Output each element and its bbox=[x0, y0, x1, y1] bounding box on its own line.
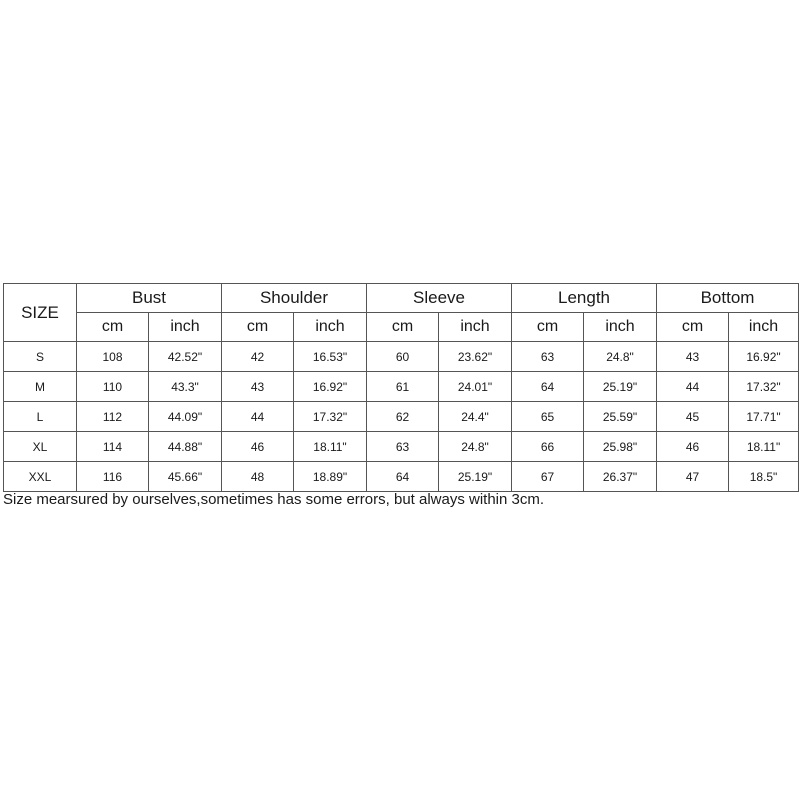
cm-value-cell: 63 bbox=[367, 432, 439, 462]
group-header-length: Length bbox=[512, 284, 657, 313]
cm-value-cell: 60 bbox=[367, 342, 439, 372]
size-column-header: SIZE bbox=[4, 284, 77, 342]
cm-value-cell: 63 bbox=[512, 342, 584, 372]
inch-value-cell: 25.19" bbox=[439, 462, 512, 492]
unit-header-cm: cm bbox=[512, 313, 584, 342]
cm-value-cell: 114 bbox=[77, 432, 149, 462]
cm-value-cell: 67 bbox=[512, 462, 584, 492]
inch-value-cell: 44.88" bbox=[149, 432, 222, 462]
cm-value-cell: 44 bbox=[222, 402, 294, 432]
cm-value-cell: 46 bbox=[657, 432, 729, 462]
inch-value-cell: 42.52" bbox=[149, 342, 222, 372]
inch-value-cell: 16.53" bbox=[294, 342, 367, 372]
inch-value-cell: 16.92" bbox=[294, 372, 367, 402]
inch-value-cell: 25.98" bbox=[584, 432, 657, 462]
inch-value-cell: 44.09" bbox=[149, 402, 222, 432]
inch-value-cell: 25.59" bbox=[584, 402, 657, 432]
size-label: M bbox=[4, 372, 77, 402]
inch-value-cell: 18.11" bbox=[729, 432, 799, 462]
cm-value-cell: 43 bbox=[657, 342, 729, 372]
inch-value-cell: 24.8" bbox=[584, 342, 657, 372]
cm-value-cell: 42 bbox=[222, 342, 294, 372]
inch-value-cell: 18.89" bbox=[294, 462, 367, 492]
inch-value-cell: 23.62" bbox=[439, 342, 512, 372]
cm-value-cell: 110 bbox=[77, 372, 149, 402]
unit-header-cm: cm bbox=[222, 313, 294, 342]
table-row bbox=[4, 372, 799, 402]
inch-value-cell: 17.32" bbox=[294, 402, 367, 432]
table-row bbox=[4, 432, 799, 462]
group-header-shoulder: Shoulder bbox=[222, 284, 367, 313]
unit-header-row bbox=[4, 313, 799, 342]
unit-header-cm: cm bbox=[657, 313, 729, 342]
inch-value-cell: 17.32" bbox=[729, 372, 799, 402]
unit-header-inch: inch bbox=[439, 313, 512, 342]
unit-header-inch: inch bbox=[729, 313, 799, 342]
cm-value-cell: 64 bbox=[367, 462, 439, 492]
cm-value-cell: 43 bbox=[222, 372, 294, 402]
inch-value-cell: 43.3" bbox=[149, 372, 222, 402]
table-row bbox=[4, 342, 799, 372]
inch-value-cell: 24.8" bbox=[439, 432, 512, 462]
table-row bbox=[4, 402, 799, 432]
cm-value-cell: 46 bbox=[222, 432, 294, 462]
size-label: S bbox=[4, 342, 77, 372]
inch-value-cell: 16.92" bbox=[729, 342, 799, 372]
unit-header-inch: inch bbox=[149, 313, 222, 342]
cm-value-cell: 112 bbox=[77, 402, 149, 432]
inch-value-cell: 25.19" bbox=[584, 372, 657, 402]
cm-value-cell: 48 bbox=[222, 462, 294, 492]
cm-value-cell: 64 bbox=[512, 372, 584, 402]
cm-value-cell: 45 bbox=[657, 402, 729, 432]
size-label: XL bbox=[4, 432, 77, 462]
cm-value-cell: 116 bbox=[77, 462, 149, 492]
unit-header-cm: cm bbox=[77, 313, 149, 342]
cm-value-cell: 66 bbox=[512, 432, 584, 462]
inch-value-cell: 24.01" bbox=[439, 372, 512, 402]
inch-value-cell: 17.71" bbox=[729, 402, 799, 432]
size-chart-table bbox=[3, 283, 799, 492]
cm-value-cell: 108 bbox=[77, 342, 149, 372]
inch-value-cell: 45.66" bbox=[149, 462, 222, 492]
table-row bbox=[4, 462, 799, 492]
cm-value-cell: 61 bbox=[367, 372, 439, 402]
inch-value-cell: 24.4" bbox=[439, 402, 512, 432]
inch-value-cell: 18.11" bbox=[294, 432, 367, 462]
size-label: XXL bbox=[4, 462, 77, 492]
cm-value-cell: 65 bbox=[512, 402, 584, 432]
size-label: L bbox=[4, 402, 77, 432]
cm-value-cell: 47 bbox=[657, 462, 729, 492]
inch-value-cell: 18.5" bbox=[729, 462, 799, 492]
group-header-row bbox=[4, 284, 799, 313]
group-header-sleeve: Sleeve bbox=[367, 284, 512, 313]
cm-value-cell: 44 bbox=[657, 372, 729, 402]
group-header-bottom: Bottom bbox=[657, 284, 799, 313]
unit-header-inch: inch bbox=[584, 313, 657, 342]
cm-value-cell: 62 bbox=[367, 402, 439, 432]
unit-header-inch: inch bbox=[294, 313, 367, 342]
unit-header-cm: cm bbox=[367, 313, 439, 342]
measurement-note: Size mearsured by ourselves,sometimes has some errors, but always within 3cm. bbox=[3, 491, 545, 508]
group-header-bust: Bust bbox=[77, 284, 222, 313]
inch-value-cell: 26.37" bbox=[584, 462, 657, 492]
